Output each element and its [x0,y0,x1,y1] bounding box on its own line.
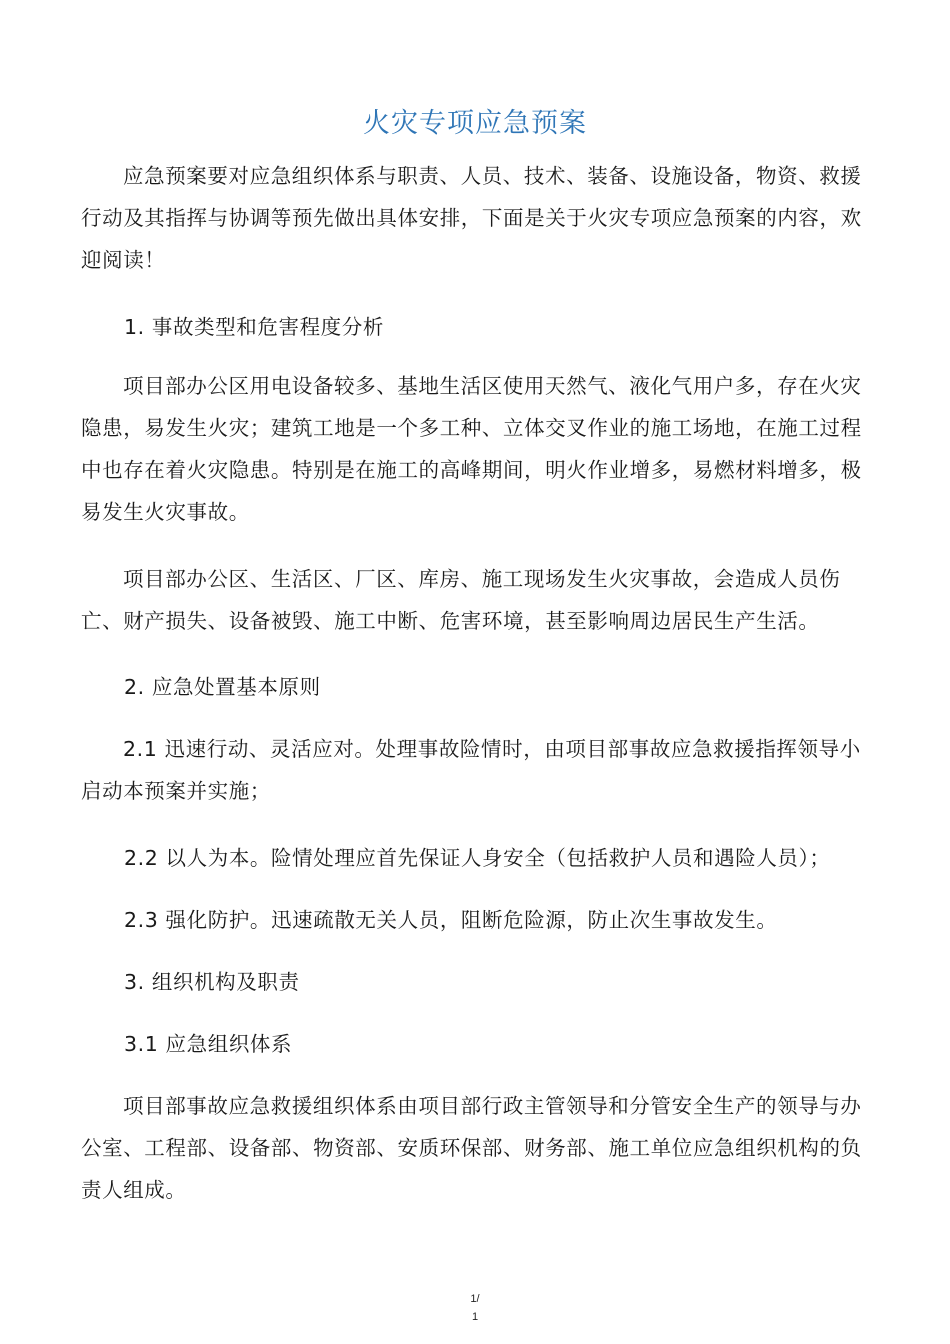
section-2-2-paragraph: 2.2 以人为本。险情处理应首先保证人身安全（包括救护人员和遇险人员）； [124,846,831,870]
section-3-1-paragraph: 项目部事故应急救援组织体系由项目部行政主管领导和分管安全生产的领导与办公室、工程部、设备部、物资部、安质环保部、财务部、施工单位应急组织机构的负责人组成。 [81,1094,862,1202]
section-3-1-heading: 3.1 应急组织体系 [124,1032,293,1056]
section-2-heading: 2. 应急处置基本原则 [124,675,321,699]
section-3-heading: 3. 组织机构及职责 [124,970,300,994]
section-1-paragraph-2: 项目部办公区、生活区、厂区、库房、施工现场发生火灾事故，会造成人员伤亡、财产损失、设备被毁、施工中断、危害环境，甚至影响周边居民生产生活。 [81,567,841,633]
intro-paragraph: 应急预案要对应急组织体系与职责、人员、技术、装备、设施设备，物资、救援行动及其指挥与协调等预先做出具体安排，下面是关于火灾专项应急预案的内容，欢迎阅读！ [81,164,862,272]
section-2-3-paragraph: 2.3 强化防护。迅速疏散无关人员，阻断危险源，防止次生事故发生。 [124,908,778,932]
page-number-top: 1/ [470,1293,480,1305]
section-1-heading: 1. 事故类型和危害程度分析 [124,315,384,339]
section-2-1-paragraph: 2.1 迅速行动、灵活应对。处理事故险情时，由项目部事故应急救援指挥领导小启动本预案并实施； [81,737,861,803]
section-1-paragraph-1: 项目部办公区用电设备较多、基地生活区使用天然气、液化气用户多，存在火灾隐患，易发生火灾；建筑工地是一个多工种、立体交叉作业的施工场地，在施工过程中也存在着火灾隐患。特别是在施工的高峰期间，明火作业增多，易燃材料增多，极易发生火灾事故。 [81,374,862,524]
document-title: 火灾专项应急预案 [363,108,587,139]
page-number-bottom: 1 [471,1311,479,1323]
page-number [0,1290,950,1326]
